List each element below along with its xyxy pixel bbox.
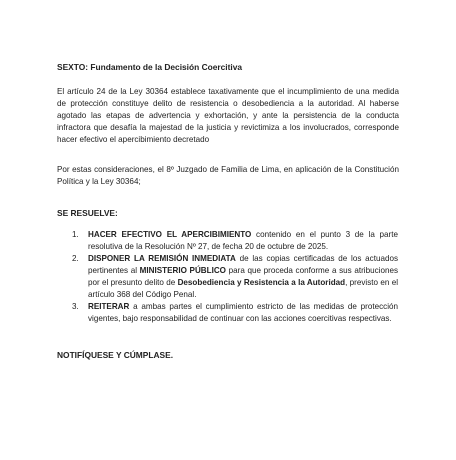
item-text: para que proceda conforme a sus atribuciones por el presunto delito de: [88, 266, 399, 287]
item-number: 2.: [72, 254, 79, 263]
resolve-heading: SE RESUELVE:: [57, 208, 118, 218]
item-bold-text: HACER EFECTIVO EL APERCIBIMIENTO: [88, 230, 252, 239]
paragraph-legal-basis: El artículo 24 de la Ley 30364 establece taxativamente que el incumplimiento de una medida de protección constituye delito de resistencia o desobediencia a la autoridad. Al haberse agotado las etapas de advertencia y exhortación, y ante la persistencia de la conducta infractora que desafía la majestad de la justicia y revictimiza a los involucrados, corresponde hacer efectivo el apercibimiento decretado: [57, 87, 399, 144]
item-bold-text: REITERAR: [88, 302, 130, 311]
resolution-item-3: [72, 301, 398, 325]
closing-statement: NOTIFÍQUESE Y CÚMPLASE.: [57, 350, 174, 360]
item-text: de las copias certificadas de los actuados pertinentes al: [88, 254, 399, 275]
resolution-item-2: [72, 253, 398, 301]
item-bold-text: DISPONER LA REMISIÓN INMEDIATA: [88, 254, 236, 263]
item-number: 1.: [72, 230, 79, 239]
item-number: 3.: [72, 302, 79, 311]
item-text: contenido en el punto 3 de la parte resolutiva de la Resolución Nº 27, de fecha 20 de octubre de 2025.: [88, 230, 398, 251]
resolution-list: [72, 229, 398, 325]
paragraph-considerations: Por estas consideraciones, el 8º Juzgado de Familia de Lima, en aplicación de la Constitución Política y la Ley 30364;: [57, 165, 399, 186]
item-bold-text: Desobediencia y Resistencia a la Autoridad: [177, 278, 346, 287]
resolution-item-1: [72, 229, 398, 253]
item-text: , previsto en el artículo 368 del Código Penal.: [88, 278, 399, 299]
item-bold-text: MINISTERIO PÚBLICO: [139, 266, 226, 275]
section-heading: SEXTO: Fundamento de la Decisión Coercitiva: [57, 62, 243, 72]
item-text: a ambas partes el cumplimiento estricto de las medidas de protección vigentes, bajo responsabilidad de continuar con las acciones coercitivas respectivas.: [88, 302, 398, 323]
